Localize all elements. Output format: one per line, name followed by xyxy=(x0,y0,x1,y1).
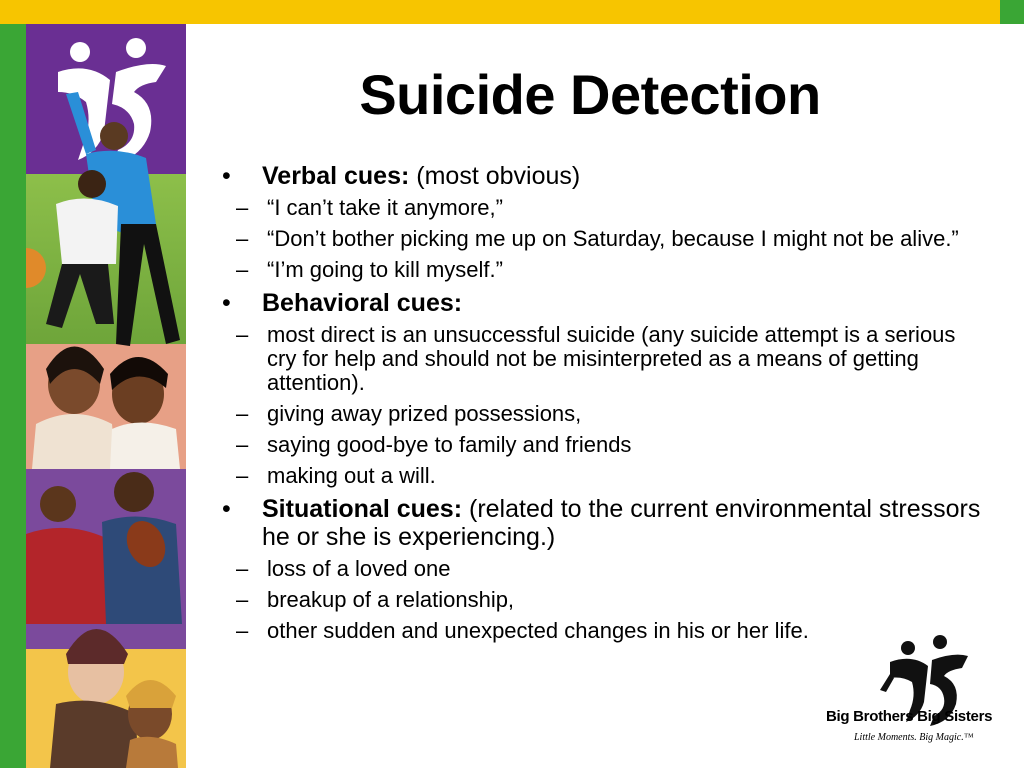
bullet-text: (related to the current environmental stressors he or she is experiencing.) xyxy=(262,495,981,551)
top-yellow-bar xyxy=(0,0,1000,24)
bullet-marker: • xyxy=(222,162,231,190)
list-item: – “I’m going to kill myself.” xyxy=(236,257,503,282)
two-girls-photo xyxy=(32,347,180,470)
brand-tagline: Little Moments. Big Magic.™ xyxy=(854,732,974,743)
bullet-list xyxy=(222,162,982,650)
top-right-green-block xyxy=(1000,0,1024,24)
bullet-heading: Verbal cues: xyxy=(262,162,410,190)
list-item: – loss of a loved one xyxy=(236,556,451,581)
winter-hats-photo xyxy=(50,629,178,768)
bullet-marker: • xyxy=(222,495,231,523)
list-item: – “Don’t bother picking me up on Saturday, because I might not be alive.” xyxy=(236,226,959,251)
list-item: – saying good-bye to family and friends xyxy=(236,432,632,457)
list-item: – breakup of a relationship, xyxy=(236,587,515,612)
brand-name: Big Brothers Big Sisters xyxy=(826,708,993,725)
bullet-heading: Situational cues: xyxy=(262,495,463,523)
left-green-bar xyxy=(0,0,26,768)
bullet-verbal-cues xyxy=(222,162,982,190)
list-item: – most direct is an unsuccessful suicide (any suicide attempt is a serious cry for help and should not be misinterpreted as a means of getting attention). xyxy=(236,322,956,395)
boys-football-photo xyxy=(26,472,182,624)
bullet-situational-cues xyxy=(222,495,982,551)
bullet-behavioral-cues xyxy=(222,289,982,317)
slide-title: Suicide Detection xyxy=(359,63,821,126)
list-item: – giving away prized possessions, xyxy=(236,401,582,426)
photo-collage xyxy=(26,24,186,768)
list-item: – “I can’t take it anymore,” xyxy=(236,195,503,220)
bullet-heading: Behavioral cues: xyxy=(262,289,463,317)
bullet-marker: • xyxy=(222,289,231,317)
bullet-text: (most obvious) xyxy=(409,162,581,190)
list-item: – other sudden and unexpected changes in his or her life. xyxy=(236,618,809,643)
list-item: – making out a will. xyxy=(236,463,436,488)
